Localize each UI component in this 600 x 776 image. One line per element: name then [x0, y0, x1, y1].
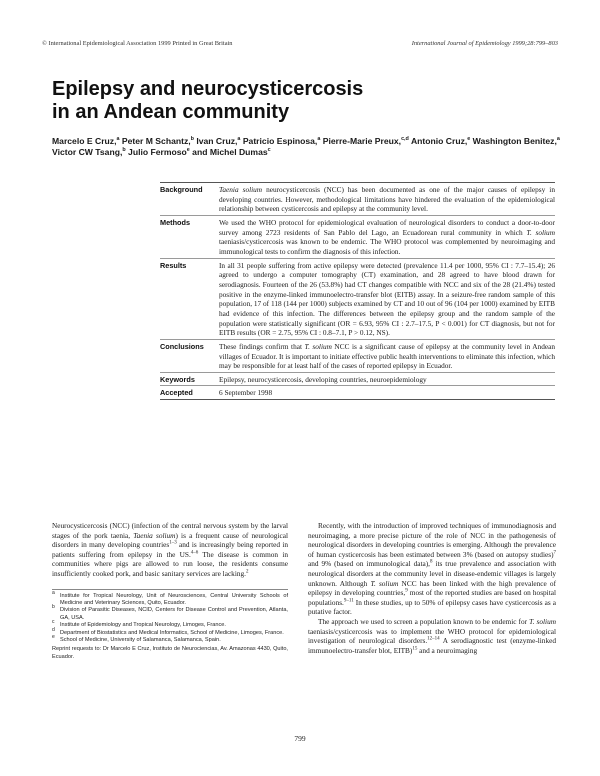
body-paragraph	[308, 617, 556, 655]
right-column	[308, 521, 556, 655]
body-sentence: NCC has been linked with the high prevalence of epilepsy in developing countries,	[308, 578, 556, 598]
affiliation-mark: d	[52, 626, 55, 633]
species-name: T. solium	[529, 616, 556, 626]
author: Julio Fermoso	[128, 147, 187, 157]
keywords-text: Epilepsy, neurocysticercosis, developing countries, neuroepidemiology	[219, 374, 427, 384]
affiliation-mark: b	[122, 147, 126, 154]
affiliation-mark: c	[52, 619, 55, 626]
affiliation-mark: c,d	[401, 136, 409, 143]
affiliation-note	[52, 589, 288, 608]
citation: 2	[245, 569, 249, 575]
body-sentence: ) is a frequent cause of neurological disorders in many developing countries	[52, 530, 288, 550]
citation: 15	[412, 646, 418, 652]
abstract-text: In all 31 people suffering from active epilepsy were detected (prevalence 11.4 per 1000, 95% CI : 7.7–15.4); 26 agreed to undergo a computer tomography (CT) examination, and 28 agreed to have blood drawn for serodiagnosis. Fourteen of the 26 (53.8%) had CT changes compatible with NCC and six of the 28 (21.4%) tested positive in the enzyme-linked immunoelectro-transfer blot (EITB) assay. In a seizure-free random sample of this population, 17 of 118 (144 per 1000) subjects examined by CT and 10 out of 96 (104 per 1000) examined by EITB had evidence of this infection. The differences between the epilepsy group and the random sample of the population were statistically significant (OR = 6.93, 95% CI : 2.7–17.5, P < 0.001) for CT diagnosis, but not for EITB results (OR = 2.75, 95% CI : 0.8–7.1, P > 0.12, NS).	[219, 260, 555, 338]
title-line-2: in an Andean community	[52, 101, 290, 123]
affiliation-mark: e	[467, 136, 471, 143]
article-title	[52, 78, 492, 124]
body-paragraph	[52, 521, 288, 579]
page-number: 799	[294, 734, 306, 743]
affiliation-text: School of Medicine, University of Salamanca, Salamanca, Spain.	[60, 637, 221, 643]
affiliation-text: Institute of Epidemiology and Tropical Neurology, Limoges, France.	[60, 622, 226, 629]
species-name: T. solium	[526, 227, 555, 237]
affiliations	[52, 589, 288, 662]
citation: 4–6	[190, 550, 199, 556]
abstract-box	[160, 182, 555, 400]
affiliation-note	[52, 604, 288, 622]
species-name: T. solium	[304, 341, 332, 351]
author: Victor CW Tsang,	[52, 147, 123, 157]
affiliation-note	[52, 626, 288, 637]
abstract-sentence: taeniasis/cysticercosis was known to be endemic. The WHO protocol was complemented by neuroimaging and immunological tests to confirm the diagnosis of this infection.	[219, 237, 555, 256]
citation: 8	[429, 559, 433, 565]
abstract-methods	[160, 215, 555, 258]
body-sentence: The disease is common in communities where pigs are allowed to run loose, the residents consume insufficiently cooked pork, and basic sanitary services are lacking.	[52, 549, 289, 578]
author: Antonio Cruz,	[410, 136, 468, 146]
body-sentence: In these studies, up to 50% of epilepsy cases have cysticercosis as a putative factor.	[308, 597, 556, 617]
running-header	[42, 40, 558, 47]
affiliation-mark: a	[556, 136, 560, 143]
author-list	[52, 136, 562, 158]
abstract-results	[160, 258, 555, 339]
citation: 7	[553, 550, 556, 556]
abstract-text	[215, 218, 555, 257]
affiliation-mark: c	[267, 147, 271, 154]
abstract-label: Conclusions	[160, 341, 204, 351]
species-name: Taenia solium	[219, 185, 263, 194]
author: Ivan Cruz,	[196, 136, 238, 146]
abstract-sentence: neurocysticercosis (NCC) has been documented as one of the major causes of epilepsy in developing countries. However, methodological limitations have hindered the evaluation of the epidemiological relationship between cysticercosis and epilepsy at the community level.	[219, 185, 555, 214]
body-sentence: taeniasis/cysticercosis was to implement the WHO protocol for epidemiological investigation of neurological disorders.	[308, 626, 556, 646]
citation: 9–11	[343, 598, 354, 604]
title-line-1: Epilepsy and neurocysticercosis	[52, 78, 364, 100]
affiliation-mark: e	[52, 634, 55, 640]
affiliation-note	[52, 619, 288, 629]
body-sentence: and a neuroimaging	[417, 645, 478, 655]
abstract-label: Background	[160, 185, 203, 194]
affiliation-mark: b	[52, 604, 55, 611]
affiliation-note	[52, 634, 288, 644]
citation: 1–3	[169, 540, 177, 546]
abstract-conclusions	[160, 339, 555, 372]
affiliation-mark: a	[317, 136, 321, 143]
affiliation-text: Department of Biostatistics and Medical Informatics, School of Medicine, Limoges, France.	[60, 629, 284, 636]
affiliation-mark: e	[186, 147, 190, 154]
citation: 9	[405, 588, 408, 594]
journal-reference: International Journal of Epidemiology 1999;28:799–803	[411, 40, 558, 47]
affiliation-text: Institute for Tropical Neurology, Unit of Neurosciences, Central University Schools of Medicine and Veterinary Sciences, Quito, Ecuador.	[60, 592, 288, 606]
body-sentence: and is increasingly being reported in patients suffering from epilepsy in the US.	[52, 540, 288, 559]
species-name: T. solium	[370, 578, 399, 588]
abstract-background	[160, 182, 555, 215]
body-sentence: and 9% (based on immunological data),	[308, 559, 430, 569]
species-name: Taenia solium	[133, 530, 176, 540]
abstract-sentence: These findings confirm that	[219, 341, 305, 351]
author: Marcelo E Cruz,	[52, 136, 117, 146]
abstract-label: Methods	[160, 217, 190, 227]
left-column	[52, 521, 288, 661]
body-sentence: most of the reported studies are based on hospital populations.	[308, 588, 556, 607]
author: Patricio Espinosa,	[242, 136, 318, 146]
affiliation-mark: a	[237, 136, 241, 143]
affiliation-mark: b	[190, 136, 194, 143]
abstract-label: Results	[160, 260, 187, 270]
affiliation-mark: a	[116, 136, 120, 143]
body-sentence: The approach we used to screen a population known to be endemic for	[318, 616, 530, 626]
affiliation-text: Division of Parasitic Diseases, NCID, Centers for Disease Control and Prevention, Atlanta, GA, USA.	[60, 607, 288, 621]
author: Pierre-Marie Preux,	[322, 136, 402, 146]
body-sentence: its true prevalence and association with neurological disorders at the community level in disease-endemic villages is largely unknown. Although	[308, 559, 556, 588]
abstract-label: Keywords	[160, 374, 195, 384]
citation: 12–14	[427, 636, 440, 642]
abstract-sentence: We used the WHO protocol for epidemiological evaluation of neurological disorders to conduct a door-to-door survey among 2723 residents of San Pablo del Lago, an Ecuadorean rural community in which	[219, 217, 555, 237]
affiliation-mark: a	[52, 589, 55, 596]
body-sentence: Neurocysticercosis (NCC) (infection of the central nervous system by the larval stages of the pork taenia,	[52, 521, 288, 540]
body-sentence: A serodiagnostic test (enzyme-linked immunoelectro-transfer blot, EITB)	[308, 636, 556, 655]
author: and Michel Dumas	[192, 147, 268, 157]
abstract-sentence: NCC is a significant cause of epilepsy at the community level in Andean villages of Ecuador. It is important to initiate effective public health interventions to eliminate this infection, which may be responsible for at least half of the cases of reported epilepsy in Ecuador.	[219, 341, 555, 371]
author: Peter M Schantz,	[121, 136, 191, 146]
abstract-label: Accepted	[160, 388, 193, 398]
reprint-requests: Reprint requests to: Dr Marcelo E Cruz, Instituto de Neurociencias, Av. Amazonas 4430, Quito, Ecuador.	[52, 646, 288, 660]
copyright-line: © International Epidemiological Association 1999 Printed in Great Britain	[42, 40, 233, 47]
accepted-date: 6 September 1998	[219, 388, 273, 398]
body-paragraph	[308, 521, 556, 617]
abstract-keywords	[160, 372, 555, 386]
abstract-accepted	[160, 385, 555, 400]
abstract-text	[215, 185, 555, 214]
abstract-text	[215, 342, 555, 371]
body-sentence: Recently, with the introduction of improved techniques of immunodiagnosis and neuroimaging, a more precise picture of the role of NCC in the pathogenesis of neurological disorders in developing countries is emerging. Although the prevalence of human cysticercosis has been estimated between 3% (based on autopsy studies)	[308, 521, 556, 559]
author: Washington Benitez,	[472, 136, 557, 146]
